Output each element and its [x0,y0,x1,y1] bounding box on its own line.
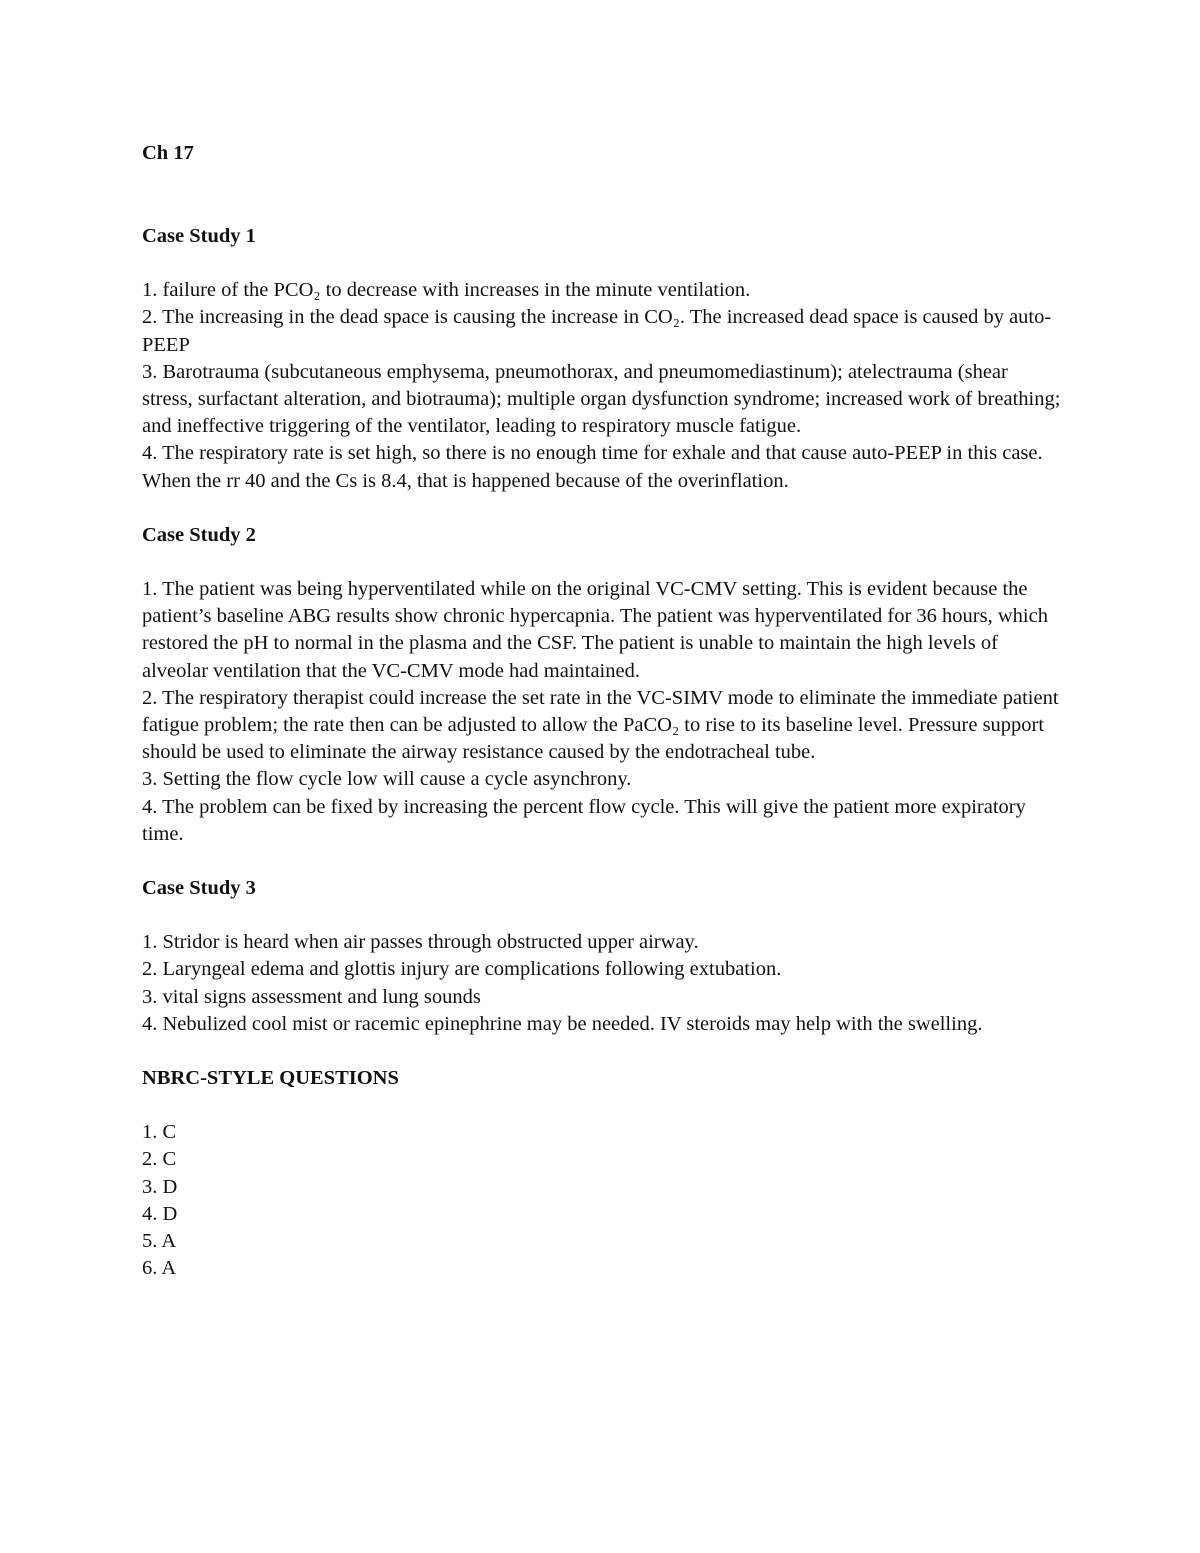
list-item: 4. The problem can be fixed by increasing the percent flow cycle. This will give the patient more expiratory time. [142,795,1026,845]
section-heading: NBRC-STYLE QUESTIONS [142,1067,399,1090]
list-item: 4. D [142,1202,178,1225]
list-item: 5. A [142,1230,177,1253]
list-item: 3. vital signs assessment and lung sounds [142,985,481,1008]
list-item: 3. Barotrauma (subcutaneous emphysema, pneumothorax, and pneumomediastinum); atelectrauma (shear stress, surfactant alteration, and biotrauma); multiple organ dysfunction syndrome; increased work of breathing; and ineffective triggering of the ventilator, leading to respiratory muscle fatigue. [142,360,1061,438]
section-heading: Case Study 1 [142,225,256,247]
list-item: 1. The patient was being hyperventilated while on the original VC-CMV setting. This is evident because the patient’s baseline ABG results show chronic hypercapnia. The patient was hyperventilated for 36 hours, which restored the pH to normal in the plasma and the CSF. The patient is unable to maintain the high levels of alveolar ventilation that the VC-CMV mode had maintained. [142,578,1048,682]
chapter-title: Ch 17 [142,142,194,164]
answer-list [142,1119,1062,1282]
section-heading: Case Study 2 [142,523,256,546]
list-item: 2. The respiratory therapist could increase the set rate in the VC-SIMV mode to eliminate the immediate patient fatigue problem; the rate then can be adjusted to allow the PaCO₂ to rise to its baseline level. Pressure support should be used to eliminate the airway resistance caused by the endotracheal tube. [142,686,1059,764]
case-study-2 [142,522,1062,848]
document-page [142,140,1062,1283]
case-study-3 [142,875,1062,1038]
nbrc-questions [142,1065,1062,1282]
list-item: 1. failure of the PCO₂ to decrease with increases in the minute ventilation. [142,279,751,302]
list-item: 1. Stridor is heard when air passes through obstructed upper airway. [142,931,699,954]
list-item: 2. Laryngeal edema and glottis injury are complications following extubation. [142,958,782,981]
answer-list [142,929,1062,1038]
list-item: 6. A [142,1257,177,1280]
list-item: 2. C [142,1148,177,1171]
list-item: 4. The respiratory rate is set high, so there is no enough time for exhale and that cause auto-PEEP in this case. When the rr 40 and the Cs is 8.4, that is happened because of the overinflation. [142,442,1043,492]
case-study-1 [142,223,1062,495]
section-heading: Case Study 3 [142,877,256,900]
answer-list [142,576,1062,848]
list-item: 2. The increasing in the dead space is causing the increase in CO₂. The increased dead space is caused by auto-PEEP [142,306,1052,356]
list-item: 3. D [142,1175,178,1198]
list-item: 1. C [142,1121,177,1144]
answer-list [142,277,1062,495]
list-item: 4. Nebulized cool mist or racemic epinephrine may be needed. IV steroids may help with the swelling. [142,1012,983,1035]
list-item: 3. Setting the flow cycle low will cause a cycle asynchrony. [142,768,632,791]
